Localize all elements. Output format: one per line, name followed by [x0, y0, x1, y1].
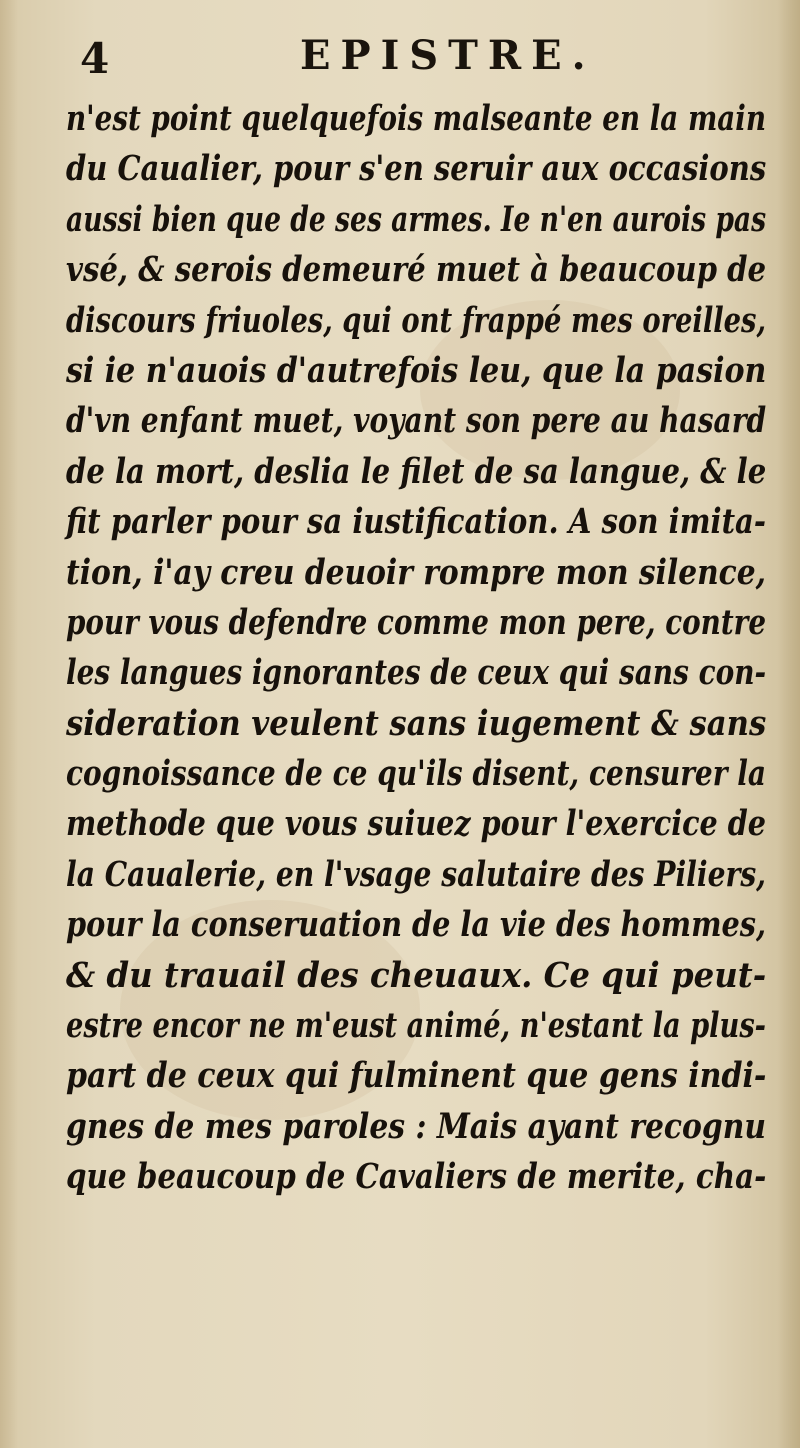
text-line: la Caualerie, en l'vsage salutaire des Piliers,: [66, 853, 766, 895]
text-line: du Caualier, pour s'en seruir aux occasions: [66, 148, 767, 190]
text-line: estre encor ne m'eust animé, n'estant la plus-: [66, 1005, 766, 1047]
text-line: & du trauail des cheuaux. Ce qui peut-: [66, 954, 767, 996]
text-line: que beaucoup de Cavaliers de merite, cha-: [66, 1156, 767, 1198]
body-text: [66, 94, 766, 1203]
text-line: discours friuoles, qui ont frappé mes oreilles,: [66, 299, 766, 341]
running-head: EPISTRE.: [300, 32, 596, 79]
text-line: tion, i'ay creu deuoir rompre mon silence,: [66, 551, 766, 593]
text-line: aussi bien que de ses armes. Ie n'en aurois pas: [66, 198, 767, 240]
text-line: n'est point quelquefois malseante en la main: [66, 98, 766, 139]
text-line: fit parler pour sa iustification. A son imita-: [66, 501, 767, 543]
text-line: part de ceux qui fulminent que gens indi-: [66, 1055, 767, 1097]
text-line: cognoissance de ce qu'ils disent, censurer la: [66, 753, 766, 795]
page-number: 4: [80, 34, 110, 83]
text-line: si ie n'auois d'autrefois leu, que la pasion: [66, 349, 767, 391]
text-line: sideration veulent sans iugement & sans: [66, 702, 767, 744]
text-line: les langues ignorantes de ceux qui sans con-: [66, 652, 767, 694]
text-line: pour vous defendre comme mon pere, contre: [66, 601, 766, 643]
text-line: pour la conseruation de la vie des hommes,: [66, 904, 766, 946]
text-line: methode que vous suiuez pour l'exercice de: [66, 803, 766, 845]
page-header: [80, 32, 760, 92]
text-line: d'vn enfant muet, voyant son pere au hasard: [66, 400, 767, 442]
text-line: vsé, & serois demeuré muet à beaucoup de: [66, 249, 767, 291]
text-line: de la mort, deslia le filet de sa langue, & le: [66, 450, 767, 492]
text-line: gnes de mes paroles : Mais ayant recognu: [66, 1105, 766, 1147]
